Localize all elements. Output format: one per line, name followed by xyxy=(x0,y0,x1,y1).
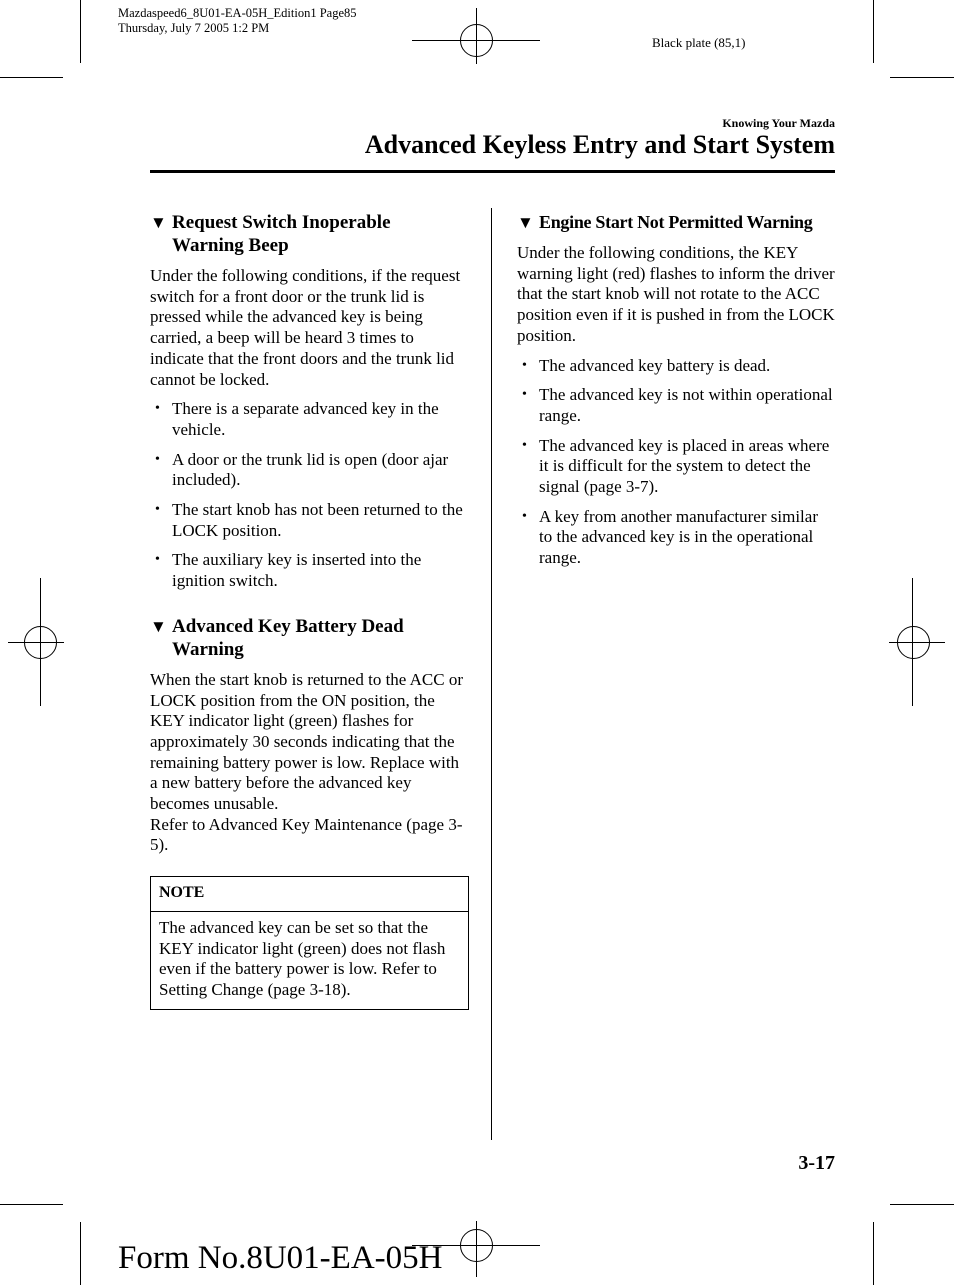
list-item: • A door or the trunk lid is open (door ajar included). xyxy=(155,449,449,490)
crop-mark xyxy=(0,77,63,78)
print-job-info xyxy=(118,6,357,36)
left-column xyxy=(150,211,470,1010)
section-label: Knowing Your Mazda xyxy=(722,116,835,130)
list-item: • There is a separate advanced key in the vehicle. xyxy=(155,399,439,439)
crop-mark xyxy=(890,77,954,78)
list-item: • The advanced key is placed in areas where it is difficult for the system to detect the signal (page 3-7). xyxy=(522,435,830,497)
section-heading-request-switch xyxy=(150,211,470,257)
print-job-line-2: Thursday, July 7 2005 1:2 PM xyxy=(118,21,270,35)
note-box xyxy=(150,876,469,1010)
section-intro-paragraph: Under the following conditions, the KEY warning light (red) flashes to inform the driver that the start knob will not rotate to the ACC position even if it is pushed in from the LOCK position. xyxy=(517,243,835,345)
heading-line-1: Advanced Key Battery Dead xyxy=(172,615,404,637)
bullet-icon: • xyxy=(522,387,527,403)
bullet-icon: • xyxy=(155,552,160,568)
heading-line-2: Warning xyxy=(172,638,244,660)
bullet-icon: • xyxy=(155,451,160,467)
heading-line-1: Request Switch Inoperable xyxy=(172,212,391,233)
section-heading-battery-dead xyxy=(150,615,470,661)
bullet-icon: • xyxy=(155,401,160,417)
triangle-down-icon: ▼ xyxy=(150,616,167,636)
column-divider xyxy=(491,208,492,1140)
page-reference: Refer to Advanced Key Maintenance (page 3-5). xyxy=(150,814,463,855)
condition-list xyxy=(517,356,835,569)
crop-mark xyxy=(0,1204,63,1205)
title-rule xyxy=(150,170,835,173)
section-heading-engine-start xyxy=(517,211,835,234)
crop-mark xyxy=(890,1204,954,1205)
section-intro-paragraph: Under the following conditions, if the request switch for a front door or the trunk lid is pressed while the advanced key is being carried, a beep will be heard 3 times to indicate that the front doors and the trunk lid cannot be locked. xyxy=(150,266,461,389)
triangle-down-icon: ▼ xyxy=(150,213,167,232)
crop-mark xyxy=(80,0,81,63)
print-job-line-1: Mazdaspeed6_8U01-EA-05H_Edition1 Page85 xyxy=(118,6,357,20)
bullet-icon: • xyxy=(155,502,160,518)
heading-line-2: Warning Beep xyxy=(172,235,289,256)
list-item: • The start knob has not been returned to the LOCK position. xyxy=(155,500,463,540)
note-text: The advanced key can be set so that the KEY indicator light (green) does not flash even if the battery power is low. Refer to Setting Change (page 3-18). xyxy=(159,917,446,999)
note-label: NOTE xyxy=(151,877,468,912)
page-title: Advanced Keyless Entry and Start System xyxy=(364,130,835,159)
section-body-paragraph: When the start knob is returned to the ACC or LOCK position from the ON position, the KEY indicator light (green) flashes for approximately 30 seconds indicating that the remaining battery power is low. Replace with a new battery before the advanced key becomes unusable. xyxy=(150,669,464,814)
list-item: • The advanced key battery is dead. xyxy=(522,355,771,375)
crop-mark xyxy=(873,0,874,63)
condition-list xyxy=(150,399,470,592)
bullet-icon: • xyxy=(522,508,527,524)
crop-mark xyxy=(873,1222,874,1285)
page-number: 3-17 xyxy=(798,1152,835,1174)
triangle-down-icon: ▼ xyxy=(517,213,534,232)
bullet-icon: • xyxy=(522,437,527,453)
bullet-icon: • xyxy=(522,357,527,373)
right-column xyxy=(517,211,835,578)
form-number: Form No.8U01-EA-05H xyxy=(118,1240,443,1276)
list-item: • A key from another manufacturer similar to the advanced key is in the operational range. xyxy=(522,506,818,568)
crop-mark xyxy=(80,1222,81,1285)
list-item: • The auxiliary key is inserted into the ignition switch. xyxy=(155,550,422,591)
plate-label: Black plate (85,1) xyxy=(652,35,746,50)
list-item: • The advanced key is not within operational range. xyxy=(522,385,833,425)
heading-text: Engine Start Not Permitted Warning xyxy=(539,212,813,232)
